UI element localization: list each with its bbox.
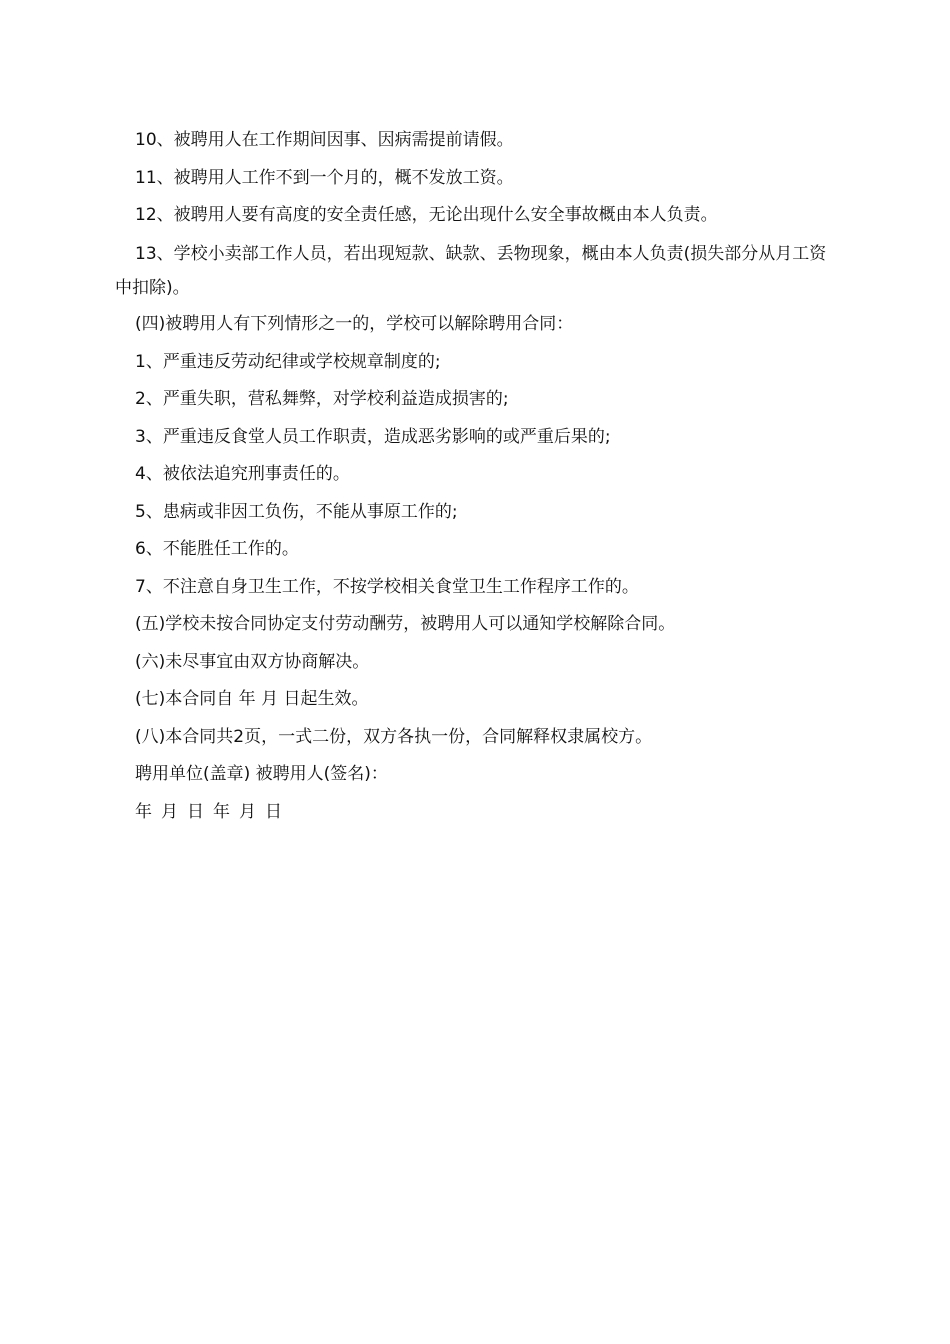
date-month-1: 月	[161, 801, 178, 822]
clause-13: 13、学校小卖部工作人员，若出现短款、缺款、丢物现象，概由本人负责(损失部分从月工资中扣除)。	[115, 243, 827, 298]
clause-12: 12、被聘用人要有高度的安全责任感，无论出现什么安全事故概由本人负责。	[135, 205, 718, 225]
clause-10: 10、被聘用人在工作期间因事、因病需提前请假。	[135, 130, 514, 150]
termination-item-6: 6、不能胜任工作的。	[135, 539, 299, 559]
section-4-heading: (四)被聘用人有下列情形之一的，学校可以解除聘用合同：	[135, 314, 574, 334]
clause-11: 11、被聘用人工作不到一个月的，概不发放工资。	[135, 167, 514, 188]
termination-item-5: 5、患病或非因工负伤，不能从事原工作的;	[135, 501, 458, 522]
date-month-2: 月	[239, 801, 256, 822]
date-line	[115, 794, 840, 832]
section-8: (八)本合同共2页，一式二份，双方各执一份，合同解释权隶属校方。	[135, 726, 653, 747]
document-body	[115, 122, 840, 831]
date-day-2: 日	[265, 801, 282, 822]
termination-item-2: 2、严重失职，营私舞弊，对学校利益造成损害的;	[135, 389, 509, 409]
date-day-1: 日	[187, 801, 204, 822]
section-7: (七)本合同自 年 月 日起生效。	[135, 689, 369, 709]
termination-item-4: 4、被依法追究刑事责任的。	[135, 464, 350, 484]
signature-line: 聘用单位(盖章) 被聘用人(签名)：	[135, 764, 388, 784]
termination-item-3: 3、严重违反食堂人员工作职责，造成恶劣影响的或严重后果的;	[135, 426, 611, 447]
termination-item-7: 7、不注意自身卫生工作，不按学校相关食堂卫生工作程序工作的。	[135, 576, 639, 597]
date-year-1: 年	[135, 801, 152, 822]
section-6: (六)未尽事宜由双方协商解决。	[135, 651, 370, 672]
section-5: (五)学校未按合同协定支付劳动酬劳，被聘用人可以通知学校解除合同。	[135, 614, 676, 634]
date-year-2: 年	[213, 801, 230, 822]
termination-item-1: 1、严重违反劳动纪律或学校规章制度的;	[135, 351, 441, 372]
